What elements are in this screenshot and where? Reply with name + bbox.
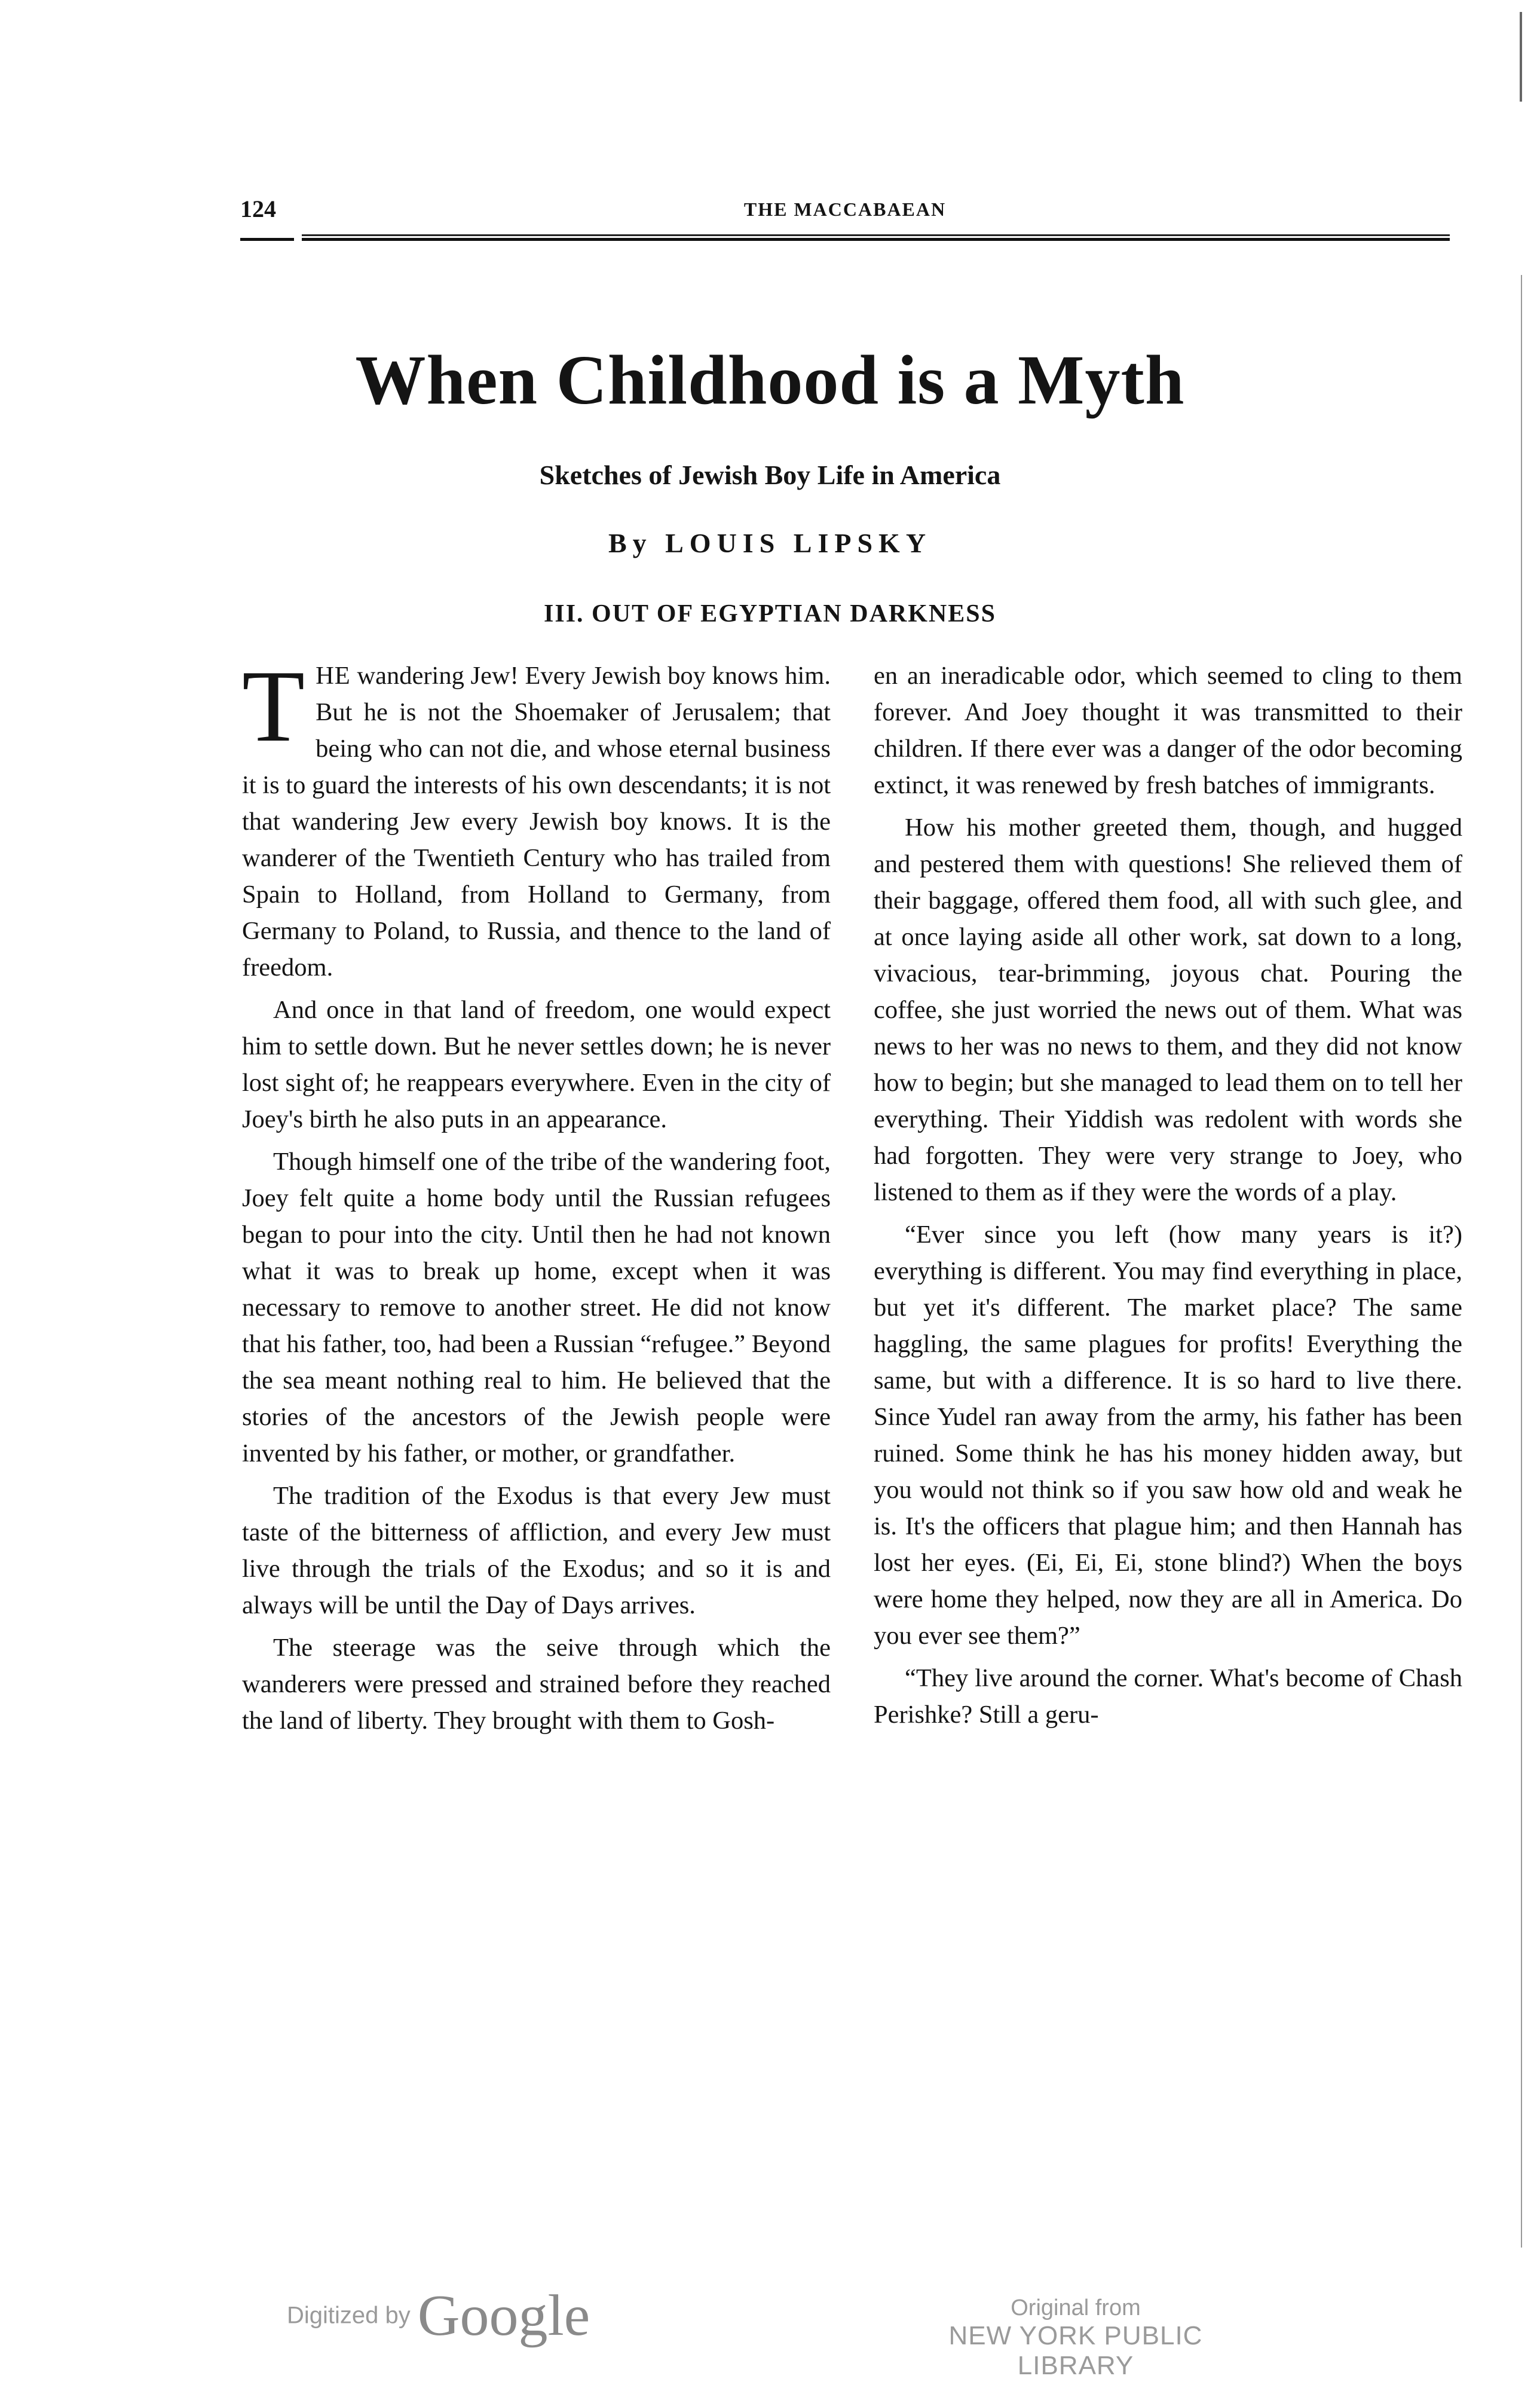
google-logo: Google bbox=[417, 2283, 590, 2348]
header-rule-thick bbox=[302, 238, 1450, 241]
section-heading: III. OUT OF EGYPTIAN DARKNESS bbox=[544, 600, 996, 628]
source-attribution bbox=[890, 2295, 1261, 2381]
header-rule-thin bbox=[302, 234, 1450, 236]
paragraph: And once in that land of freedom, one would expect him to settle down. But he never settles down; he is never lost sight of; he reappears everywhere. Even in the city of Joey's birth he also puts in an appearance. bbox=[242, 996, 831, 1133]
lead-in: HE bbox=[316, 662, 351, 690]
paragraph: en an ineradicable odor, which seemed to cling to them forever. And Joey thought it was transmitted to their children. If there ever was a danger of the odor becoming extinct, it was renewed by fresh batches of immigrants. bbox=[874, 662, 1462, 799]
paragraph: “They live around the corner. What's become of Chash Perishke? Still a geru- bbox=[874, 1664, 1462, 1729]
left-column bbox=[242, 650, 831, 1739]
paragraph: “Ever since you left (how many years is it?) everything is different. You may find everything in place, but yet it's different. The market place? The same haggling, the same plagues for profits! Everything the same, but with a difference. It is so hard to live there. Since Yudel ran away from the army, his father has been ruined. Some think he has his money hidden away, but you would not think so if you saw how old and weak he is. It's the officers that plague him; and then Hannah has lost her eyes. (Ei, Ei, Ei, stone blind?) When the boys were home they helped, now they are all in America. Do you ever see them?” bbox=[874, 1221, 1462, 1650]
header-rule-short bbox=[240, 238, 294, 241]
paragraph: Though himself one of the tribe of the wandering foot, Joey felt quite a home body until the Russian refugees began to pour into the city. Until then he had not known what it was to break up home, except when it was necessary to remove to another street. He did not know that his father, too, had been a Russian “refugee.” Beyond the sea meant nothing real to him. He believed that the stories of the ancestors of the Jewish people were invented by his father, or mother, or grandfather. bbox=[242, 1148, 831, 1467]
right-column bbox=[874, 658, 1462, 1733]
paragraph bbox=[242, 650, 831, 986]
article-subtitle: Sketches of Jewish Boy Life in America bbox=[539, 460, 1001, 490]
running-title: THE MACCABAEAN bbox=[743, 198, 947, 220]
page-header bbox=[240, 195, 1450, 225]
scan-edge-mark bbox=[1521, 275, 1522, 2248]
library-name: NEW YORK PUBLIC LIBRARY bbox=[948, 2321, 1203, 2380]
article-title: When Childhood is a Myth bbox=[355, 341, 1185, 419]
article-byline: By LOUIS LIPSKY bbox=[608, 528, 932, 558]
digitized-by bbox=[287, 2282, 590, 2349]
paragraph: The steerage was the seive through which the wanderers were pressed and strained before they reached the land of liberty. They brought with them to Gosh- bbox=[242, 1634, 831, 1735]
digitized-label: Digitized by bbox=[287, 2302, 411, 2329]
paragraph-text: wandering Jew! Every Jewish boy knows him. But he is not the Shoemaker of Jerusalem; that being who can not die, and whose eternal business it is to guard the interests of his own descendants; it is not that wandering Jew every Jewish boy knows. It is the wanderer of the Twentieth Century who has trailed from Spain to Holland, from Holland to Germany, from Germany to Poland, to Russia, and thence to the land of freedom. bbox=[242, 662, 831, 982]
drop-cap: T bbox=[242, 650, 305, 763]
page-number: 124 bbox=[240, 195, 276, 222]
scan-edge-mark bbox=[1520, 12, 1522, 102]
original-from-label: Original from bbox=[1011, 2295, 1141, 2320]
paragraph: The tradition of the Exodus is that every Jew must taste of the bitterness of affliction, and every Jew must live through the trials of the Exodus; and so it is and always will be until the Day of Days arrives. bbox=[242, 1482, 831, 1619]
paragraph: How his mother greeted them, though, and hugged and pestered them with questions! She relieved them of their baggage, offered them food, all with such glee, and at once laying aside all other work, sat down to a long, vivacious, tear-brimming, joyous chat. Pouring the coffee, she just worried the news out of them. What was news to her was no news to them, and they did not know how to begin; but she managed to lead them on to tell her everything. Their Yiddish was redolent with words she had forgotten. They were very strange to Joey, who listened to them as if they were the words of a play. bbox=[874, 814, 1462, 1206]
